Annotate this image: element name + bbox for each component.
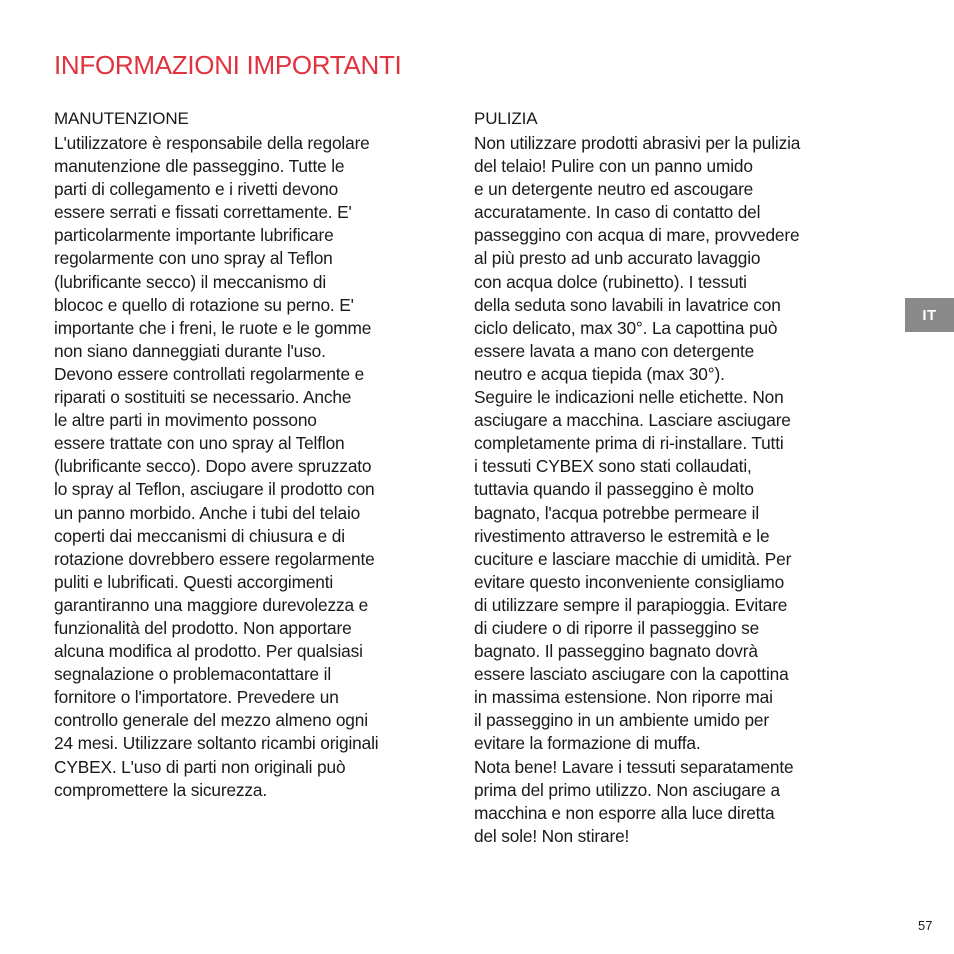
body-text-line: evitare la formazione di muffa. xyxy=(474,733,701,754)
body-text-line: blococ e quello di rotazione su perno. E' xyxy=(54,294,354,315)
body-text-line: del telaio! Pulire con un panno umido xyxy=(474,156,753,177)
cleaning-body xyxy=(474,132,864,848)
body-text-line: di ciudere o di riporre il passeggino se xyxy=(474,617,760,638)
body-text-line: del sole! Non stirare! xyxy=(474,825,630,846)
body-text-line: controllo generale del mezzo almeno ogni xyxy=(54,710,368,731)
body-text-line: particolarmente importante lubrificare xyxy=(54,225,334,246)
page-number: 57 xyxy=(918,918,933,933)
maintenance-heading: MANUTENZIONE xyxy=(54,109,189,128)
body-text-line: rotazione dovrebbero essere regolarmente xyxy=(54,548,375,569)
body-text-line: segnalazione o problemacontattare il xyxy=(54,664,332,685)
body-text-line: essere serrati e fissati correttamente. E' xyxy=(54,202,352,223)
body-text-line: in massima estensione. Non riporre mai xyxy=(474,687,773,708)
body-text-line: di utilizzare sempre il parapioggia. Evitare xyxy=(474,594,788,615)
body-text-line: (lubrificante secco). Dopo avere spruzzato xyxy=(54,456,372,477)
body-text-line: Nota bene! Lavare i tessuti separatamente xyxy=(474,756,794,777)
body-text-line: accuratamente. In caso di contatto del xyxy=(474,202,761,223)
body-text-line: evitare questo inconveniente consigliamo xyxy=(474,571,785,592)
body-text-line: importante che i freni, le ruote e le gomme xyxy=(54,317,372,338)
body-text-line: regolarmente con uno spray al Teflon xyxy=(54,248,333,269)
body-text-line: rivestimento attraverso le estremità e le xyxy=(474,525,770,546)
body-text-line: essere trattate con uno spray al Telflon xyxy=(54,433,345,454)
body-text-line: manutenzione dle passeggino. Tutte le xyxy=(54,156,345,177)
body-text-line: essere lavata a mano con detergente xyxy=(474,340,755,361)
body-text-line: bagnato. Il passeggino bagnato dovrà xyxy=(474,641,758,662)
body-text-line: lo spray al Teflon, asciugare il prodotto con xyxy=(54,479,375,500)
page-title: INFORMAZIONI IMPORTANTI xyxy=(54,50,402,80)
body-text-line: prima del primo utilizzo. Non asciugare a xyxy=(474,779,781,800)
body-text-line: parti di collegamento e i rivetti devono xyxy=(54,179,339,200)
body-text-line: tuttavia quando il passeggino è molto xyxy=(474,479,754,500)
body-text-line: riparati o sostituiti se necessario. Anche xyxy=(54,387,352,408)
maintenance-body xyxy=(54,132,444,802)
body-text-line: compromettere la sicurezza. xyxy=(54,779,268,800)
body-text-line: asciugare a macchina. Lasciare asciugare xyxy=(474,410,791,431)
body-text-line: puliti e lubrificati. Questi accorgimenti xyxy=(54,571,334,592)
body-text-line: con acqua dolce (rubinetto). I tessuti xyxy=(474,271,747,292)
body-text-line: passeggino con acqua di mare, provvedere xyxy=(474,225,800,246)
body-text-line: Seguire le indicazioni nelle etichette. Non xyxy=(474,387,784,408)
body-text-line: neutro e acqua tiepida (max 30°). xyxy=(474,363,725,384)
body-text-line: il passeggino in un ambiente umido per xyxy=(474,710,769,731)
body-text-line: (lubrificante secco) il meccanismo di xyxy=(54,271,327,292)
body-text-line: L'utilizzatore è responsabile della regolare xyxy=(54,133,370,153)
body-text-line: al più presto ad unb accurato lavaggio xyxy=(474,248,761,269)
language-tab: IT xyxy=(905,298,954,332)
body-text-line: Devono essere controllati regolarmente e xyxy=(54,363,365,384)
body-text-line: i tessuti CYBEX sono stati collaudati, xyxy=(474,456,752,477)
body-text-line: Non utilizzare prodotti abrasivi per la pulizia xyxy=(474,133,801,153)
body-text-line: completamente prima di ri-installare. Tutti xyxy=(474,433,784,454)
body-text-line: CYBEX. L'uso di parti non originali può xyxy=(54,756,346,777)
body-text-line: un panno morbido. Anche i tubi del telaio xyxy=(54,502,361,523)
body-text-line: le altre parti in movimento possono xyxy=(54,410,317,431)
body-text-line: della seduta sono lavabili in lavatrice con xyxy=(474,294,781,315)
body-text-line: essere lasciato asciugare con la capottina xyxy=(474,664,789,685)
body-text-line: ciclo delicato, max 30°. La capottina può xyxy=(474,317,778,338)
cleaning-section xyxy=(474,107,864,848)
maintenance-section xyxy=(54,107,444,802)
body-text-line: 24 mesi. Utilizzare soltanto ricambi originali xyxy=(54,733,379,754)
body-text-line: bagnato, l'acqua potrebbe permeare il xyxy=(474,502,760,523)
body-text-line: fornitore o l'importatore. Prevedere un xyxy=(54,687,339,708)
cleaning-heading: PULIZIA xyxy=(474,109,538,128)
body-text-line: coperti dai meccanismi di chiusura e di xyxy=(54,525,345,546)
body-text-line: cuciture e lasciare macchie di umidità. Per xyxy=(474,548,792,569)
body-text-line: funzionalità del prodotto. Non apportare xyxy=(54,617,352,638)
body-text-line: garantiranno una maggiore durevolezza e xyxy=(54,594,369,615)
body-text-line: macchina e non esporre alla luce diretta xyxy=(474,802,775,823)
body-text-line: alcuna modifica al prodotto. Per qualsiasi xyxy=(54,641,363,662)
body-text-line: non siano danneggiati durante l'uso. xyxy=(54,340,326,361)
body-text-line: e un detergente neutro ed ascougare xyxy=(474,179,754,200)
